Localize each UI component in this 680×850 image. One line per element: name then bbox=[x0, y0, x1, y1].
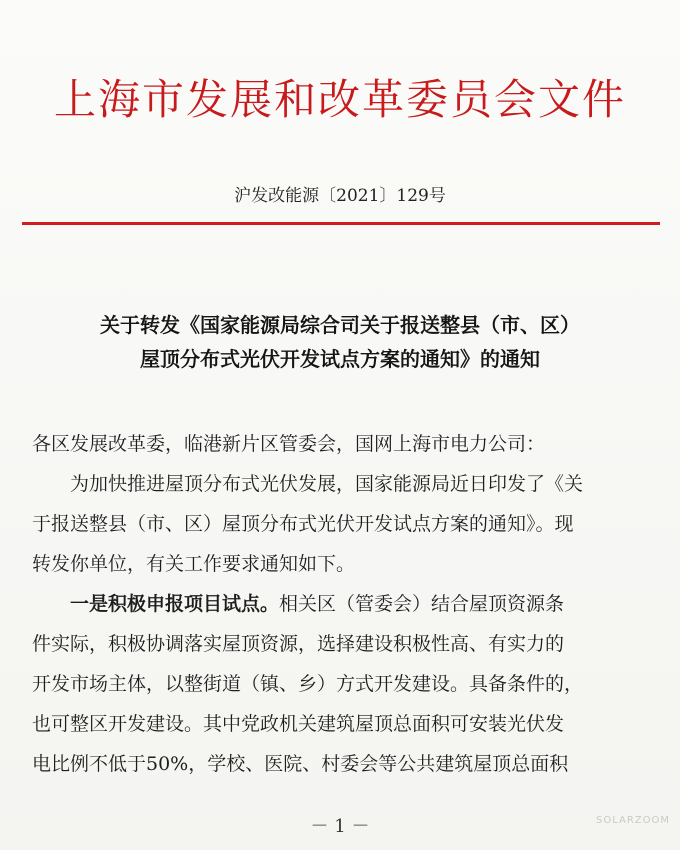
watermark: SOLARZOOM bbox=[595, 815, 670, 826]
paragraph-2-line-1 bbox=[32, 584, 642, 624]
paragraph-2-text-1: 相关区（管委会）结合屋顶资源条 bbox=[279, 593, 565, 615]
paragraph-1-line-1: 为加快推进屋顶分布式光伏发展，国家能源局近日印发了《关 bbox=[70, 473, 584, 495]
red-divider-line bbox=[22, 222, 660, 225]
paragraph-2-line-5: 电比例不低于50%，学校、医院、村委会等公共建筑屋顶总面积 bbox=[32, 753, 569, 775]
paragraph-1-line-2: 于报送整县（市、区）屋顶分布式光伏开发试点方案的通知》。现 bbox=[32, 513, 574, 535]
paragraph-2-line-2: 件实际，积极协调落实屋顶资源，选择建设积极性高、有实力的 bbox=[32, 633, 565, 655]
page-number: － 1 － bbox=[310, 816, 370, 837]
document-number: 沪发改能源〔2021〕129号 bbox=[234, 186, 446, 206]
issuer-header-title: 上海市发展和改革委员会文件 bbox=[53, 75, 626, 124]
subject-line-2: 屋顶分布式光伏开发试点方案的通知》的通知 bbox=[140, 347, 540, 371]
document-subject bbox=[0, 308, 680, 376]
paragraph-2-heading: 一是积极申报项目试点。 bbox=[70, 593, 280, 615]
paragraph-2-line-4: 也可整区开发建设。其中党政机关建筑屋顶总面积可安装光伏发 bbox=[32, 713, 565, 735]
subject-line-1: 关于转发《国家能源局综合司关于报送整县（市、区） bbox=[100, 313, 580, 337]
paragraph-2-line-3: 开发市场主体，以整街道（镇、乡）方式开发建设。具备条件的， bbox=[32, 673, 584, 695]
paragraph-1-line-3: 转发你单位，有关工作要求通知如下。 bbox=[32, 553, 356, 575]
addressee-line: 各区发展改革委，临港新片区管委会，国网上海市电力公司： bbox=[32, 433, 546, 455]
document-body bbox=[32, 424, 642, 784]
